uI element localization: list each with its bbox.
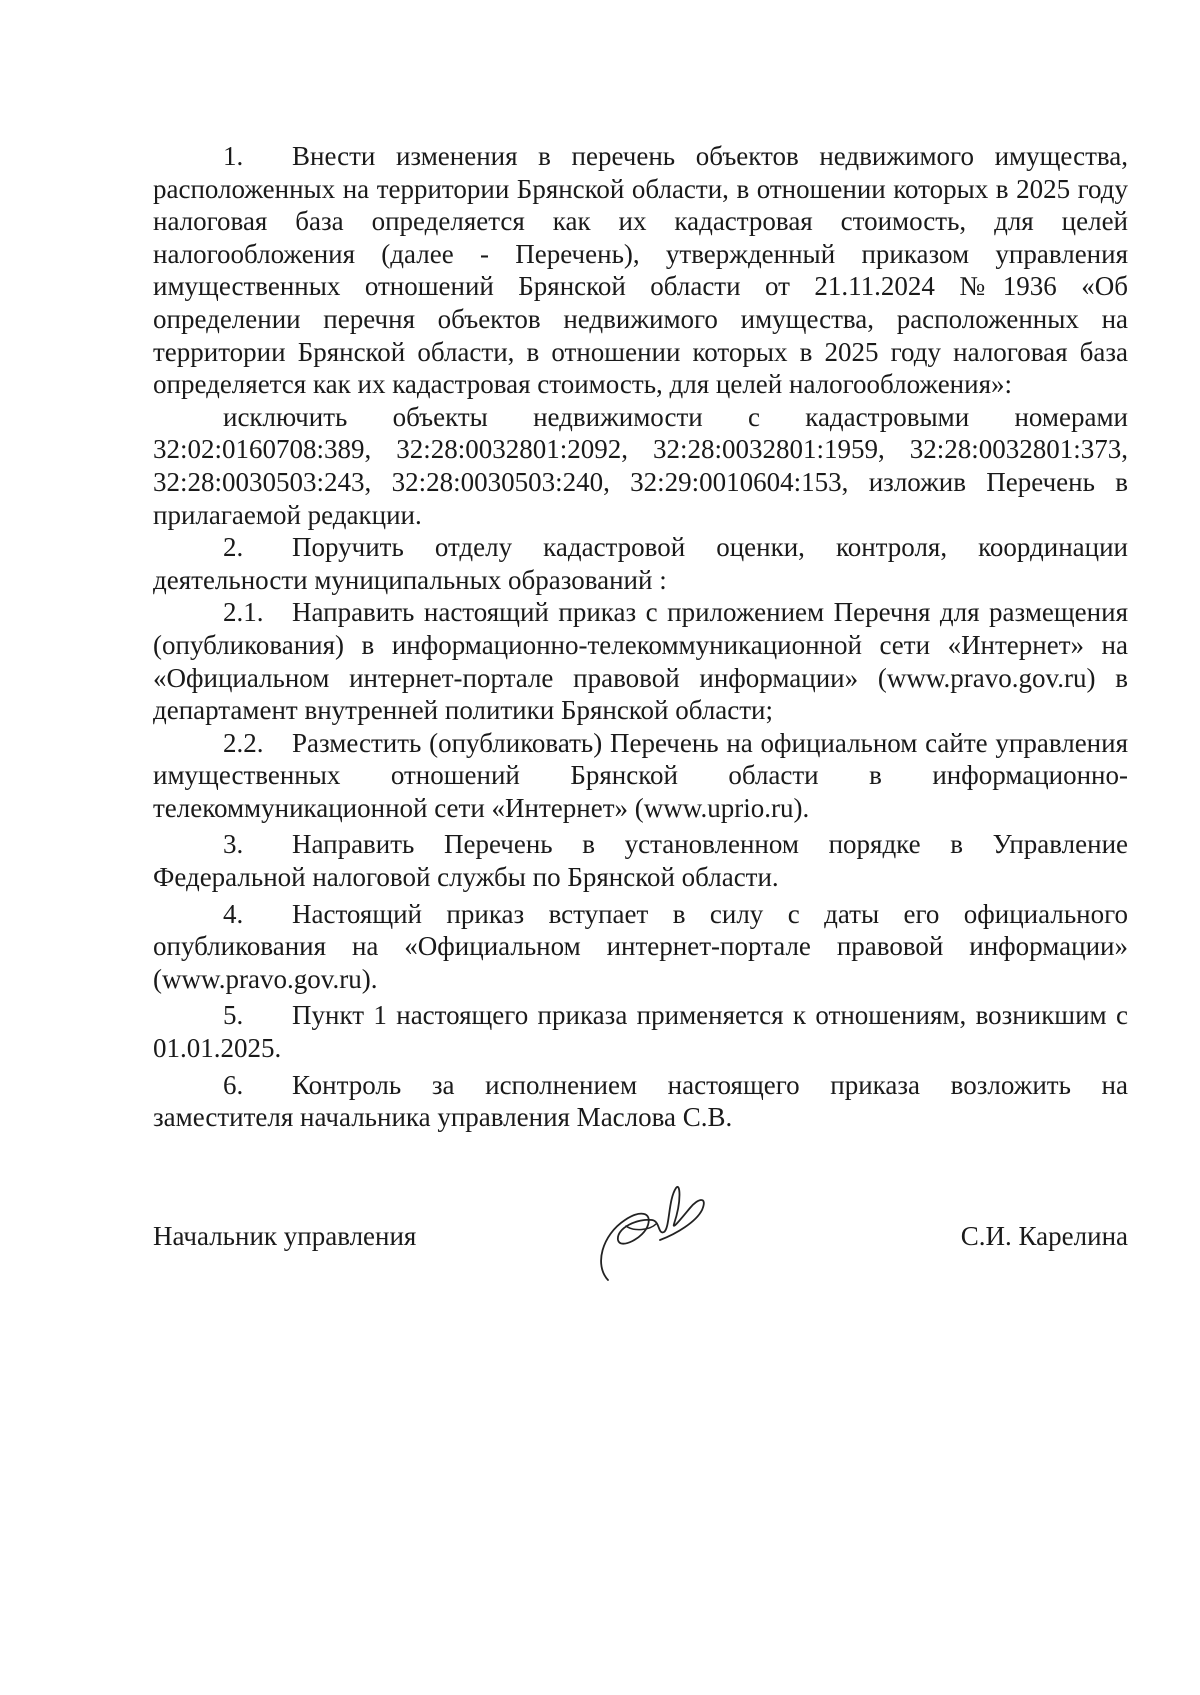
item-5 (153, 999, 1128, 1064)
signatory-position: Начальник управления (153, 1221, 417, 1251)
item-number: 2. (223, 532, 244, 563)
item-2-1 (153, 596, 1128, 726)
item-text: исключить объекты недвижимости с кадастровыми номерами 32:02:0160708:389, 32:28:0032801:2092, 32:28:0032801:1959, 32:28:0032801:373, 32:28:0030503:243, 32:28:0030503:240, 32:29:0010604:153, изложив Перечень в прилагаемой редакции. (153, 401, 1128, 530)
item-text: Направить настоящий приказ с приложением Перечня для размещения (опубликования) в информационно-телекоммуникационной сети «Интернет» на «Официальном интернет-портале правовой информации» (www.pravo.gov.ru) в департамент внутренней политики Брянской области; (153, 597, 1128, 726)
item-text: Контроль за исполнением настоящего приказа возложить на заместителя начальника управления Маслова С.В. (153, 1069, 1128, 1133)
item-text: Пункт 1 настоящего приказа применяется к отношениям, возникшим с 01.01.2025. (153, 1000, 1128, 1064)
item-text: Настоящий приказ вступает в силу с даты его официального опубликования на «Официальном интернет-портале правовой информации» (www.pravo.gov.ru). (153, 898, 1128, 994)
item-number: 3. (223, 829, 244, 860)
item-number: 2.1. (223, 597, 264, 628)
item-2-2 (153, 727, 1128, 825)
signatory-name: С.И. Карелина (960, 1221, 1128, 1251)
item-text: Направить Перечень в установленном порядке в Управление Федеральной налоговой службы по Брянской области. (153, 829, 1128, 893)
item-1 (153, 140, 1128, 401)
item-3 (153, 828, 1128, 893)
item-2 (153, 531, 1128, 596)
item-number: 5. (223, 1000, 244, 1031)
item-4 (153, 898, 1128, 996)
item-number: 2.2. (223, 727, 264, 758)
item-text: Разместить (опубликовать) Перечень на официальном сайте управления имущественных отношений Брянской области в информационно-телекоммуникационной сети «Интернет» (www.uprio.ru). (153, 727, 1128, 823)
item-1-exclusion (153, 401, 1128, 531)
item-text: Поручить отделу кадастровой оценки, контроля, координации деятельности муниципальных образований : (153, 532, 1128, 595)
item-number: 1. (223, 141, 244, 171)
document-body (153, 140, 1128, 1134)
item-6 (153, 1069, 1128, 1134)
signature-block (153, 1220, 1128, 1260)
item-number: 4. (223, 898, 244, 929)
item-text: Внести изменения в перечень объектов недвижимого имущества, расположенных на территории Брянской области, в отношении которых в 2025 году налоговая база определяется как их кадастровая стоимость, для целей налогообложения (далее - Перечень), утвержденный приказом управления имущественных отношений Брянской области от 21.11.2024 №1936 «Об определении перечня объектов недвижимого имущества, расположенных на территории Брянской области, в отношении которых в 2025 году налоговая база определяется как их кадастровая стоимость, для целей налогообложения»: (153, 141, 1128, 400)
item-number: 6. (223, 1069, 244, 1100)
